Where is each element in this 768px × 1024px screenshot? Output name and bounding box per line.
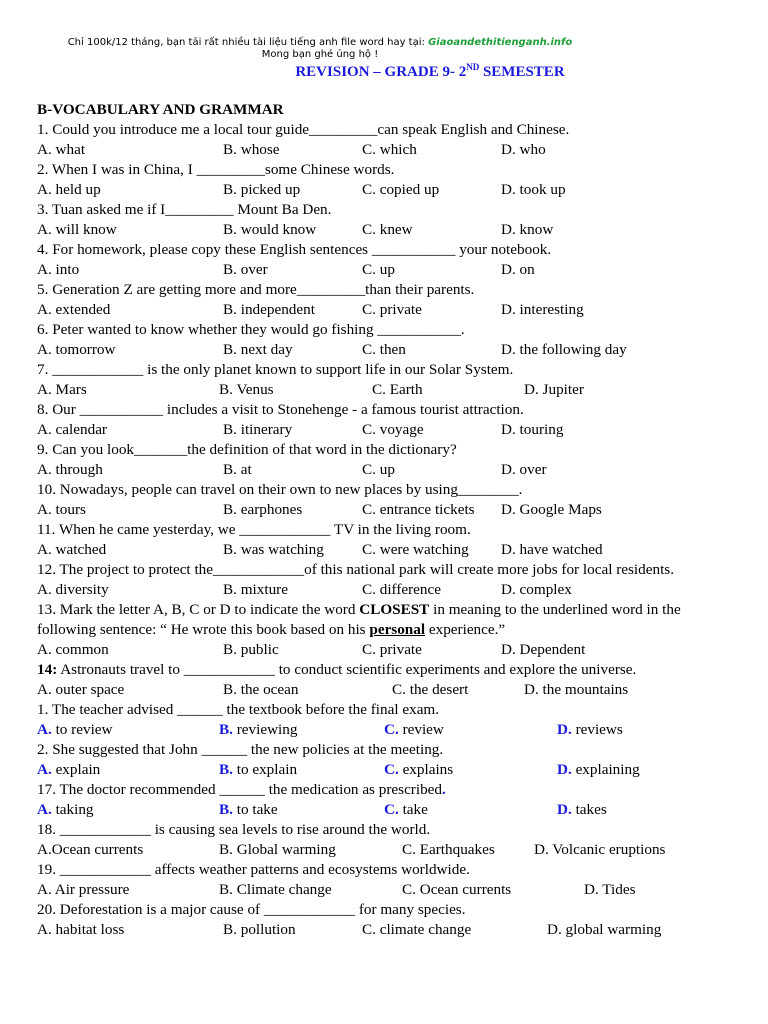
- question-18: 18. ____________ is causing sea levels to rise around the world.: [37, 821, 431, 838]
- options-5: [37, 300, 737, 320]
- option-b: [219, 800, 278, 820]
- option-a: A. outer space: [37, 681, 125, 698]
- option-a: A. what: [37, 141, 86, 158]
- options-17: [37, 800, 737, 820]
- option-c: C. private: [362, 301, 422, 318]
- page-title: [0, 62, 768, 81]
- option-a: A. through: [37, 461, 103, 478]
- q14-number: 14:: [37, 661, 58, 678]
- option-letter: A.: [37, 801, 52, 818]
- option-c: C. which: [362, 141, 417, 158]
- options-2: [37, 180, 737, 200]
- options-19: [37, 880, 737, 900]
- option-b: B. Global warming: [219, 841, 336, 858]
- option-text: reviewing: [232, 721, 298, 738]
- option-a: A. extended: [37, 301, 111, 318]
- option-c: C. copied up: [362, 181, 440, 198]
- question-3: 3. Tuan asked me if I_________ Mount Ba Den.: [37, 201, 332, 218]
- option-text: to explain: [232, 761, 298, 778]
- promo-line-1: [0, 37, 640, 49]
- promo-site-link[interactable]: Giaoandethitienganh.info: [428, 37, 573, 48]
- option-b: B. public: [223, 641, 279, 658]
- q13-underlined-word: personal: [369, 621, 426, 638]
- options-15: [37, 720, 737, 740]
- option-a: A. diversity: [37, 581, 109, 598]
- option-letter: D.: [557, 801, 572, 818]
- option-text: taking: [51, 801, 94, 818]
- option-d: D. Volcanic eruptions: [534, 841, 666, 858]
- options-16: [37, 760, 737, 780]
- option-c: C. the desert: [392, 681, 469, 698]
- option-a: [37, 760, 100, 780]
- option-a: A. habitat loss: [37, 921, 125, 938]
- option-c: [384, 760, 453, 780]
- option-text: explaining: [571, 761, 640, 778]
- option-c: [384, 720, 444, 740]
- option-c: C. then: [362, 341, 406, 358]
- question-9: 9. Can you look_______the definition of that word in the dictionary?: [37, 441, 457, 458]
- options-12: [37, 580, 737, 600]
- option-d: D. Dependent: [501, 641, 586, 658]
- question-17: [37, 780, 737, 800]
- option-b: [219, 720, 297, 740]
- option-c: C. Earthquakes: [402, 841, 495, 858]
- question-16: 2. She suggested that John ______ the new policies at the meeting.: [37, 741, 444, 758]
- option-a: [37, 800, 94, 820]
- question-13: [37, 600, 737, 640]
- question-14: [37, 660, 737, 680]
- question-2: 2. When I was in China, I _________some Chinese words.: [37, 161, 395, 178]
- option-b: B. earphones: [223, 501, 303, 518]
- option-b: B. was watching: [223, 541, 324, 558]
- option-c: C. private: [362, 641, 422, 658]
- question-6: 6. Peter wanted to know whether they would go fishing ___________.: [37, 321, 465, 338]
- option-a: A. Air pressure: [37, 881, 130, 898]
- question-7: 7. ____________ is the only planet known to support life in our Solar System.: [37, 361, 514, 378]
- option-c: C. knew: [362, 221, 413, 238]
- option-letter: B.: [219, 721, 233, 738]
- option-d: D. Jupiter: [524, 381, 584, 398]
- option-a: A. tours: [37, 501, 86, 518]
- option-letter: D.: [557, 721, 572, 738]
- option-letter: D.: [557, 761, 572, 778]
- options-3: [37, 220, 737, 240]
- option-letter: C.: [384, 721, 399, 738]
- option-a: A.Ocean currents: [37, 841, 144, 858]
- q17-period: .: [442, 781, 446, 798]
- option-d: D. the mountains: [524, 681, 629, 698]
- worksheet-content: [37, 100, 737, 940]
- options-10: [37, 500, 737, 520]
- option-text: reviews: [571, 721, 623, 738]
- option-d: D. know: [501, 221, 554, 238]
- option-text: explain: [51, 761, 101, 778]
- title-superscript: ND: [466, 62, 480, 72]
- option-text: take: [398, 801, 428, 818]
- option-c: C. climate change: [362, 921, 472, 938]
- option-a: A. calendar: [37, 421, 107, 438]
- option-c: C. Ocean currents: [402, 881, 512, 898]
- option-d: [557, 800, 607, 820]
- option-d: D. the following day: [501, 341, 627, 358]
- option-a: A. Mars: [37, 381, 87, 398]
- option-b: B. mixture: [223, 581, 288, 598]
- option-letter: B.: [219, 761, 233, 778]
- q14-text: Astronauts travel to ____________ to conduct scientific experiments and explore the universe.: [57, 661, 637, 678]
- q13-text-1: 13. Mark the letter A, B, C or D to indicate the word: [37, 601, 360, 618]
- option-d: [557, 760, 640, 780]
- option-c: C. voyage: [362, 421, 424, 438]
- option-b: B. the ocean: [223, 681, 299, 698]
- options-13: [37, 640, 737, 660]
- option-a: A. watched: [37, 541, 107, 558]
- options-14: [37, 680, 737, 700]
- option-d: D. complex: [501, 581, 572, 598]
- option-letter: A.: [37, 761, 52, 778]
- option-b: B. next day: [223, 341, 293, 358]
- option-text: to review: [51, 721, 113, 738]
- option-d: D. who: [501, 141, 546, 158]
- option-d: D. took up: [501, 181, 566, 198]
- option-b: B. Climate change: [219, 881, 332, 898]
- option-d: D. Tides: [584, 881, 636, 898]
- options-1: [37, 140, 737, 160]
- options-6: [37, 340, 737, 360]
- option-b: B. whose: [223, 141, 280, 158]
- option-a: A. held up: [37, 181, 101, 198]
- promo-text: Chỉ 100k/12 tháng, bạn tải rất nhiều tài liệu tiếng anh file word hay tại:: [67, 37, 429, 48]
- options-20: [37, 920, 737, 940]
- q13-text-2: in meaning to the underlined word in the following sentence: “ He wrote this book based on his: [37, 601, 681, 638]
- option-d: D. touring: [501, 421, 564, 438]
- title-rest: SEMESTER: [479, 64, 565, 80]
- option-a: [37, 720, 113, 740]
- options-9: [37, 460, 737, 480]
- question-19: 19. ____________ affects weather patterns and ecosystems worldwide.: [37, 861, 470, 878]
- question-11: 11. When he came yesterday, we ____________ TV in the living room.: [37, 521, 471, 538]
- option-c: C. Earth: [372, 381, 423, 398]
- title-main: REVISION – GRADE 9- 2: [295, 64, 467, 80]
- question-1: 1. Could you introduce me a local tour guide_________can speak English and Chinese.: [37, 121, 570, 138]
- option-c: C. were watching: [362, 541, 469, 558]
- option-b: B. independent: [223, 301, 315, 318]
- option-d: D. interesting: [501, 301, 584, 318]
- question-20: 20. Deforestation is a major cause of ____________ for many species.: [37, 901, 466, 918]
- q13-keyword: CLOSEST: [359, 601, 430, 618]
- promo-banner: [0, 37, 640, 61]
- promo-line-2: Mong bạn ghé ủng hộ !: [261, 49, 379, 60]
- option-c: C. up: [362, 461, 395, 478]
- question-12: 12. The project to protect the____________of this national park will create more jobs for local residents.: [37, 561, 674, 578]
- q17-text: 17. The doctor recommended ______ the medication as prescribed: [37, 781, 443, 798]
- option-letter: C.: [384, 761, 399, 778]
- option-b: B. would know: [223, 221, 317, 238]
- option-a: A. into: [37, 261, 80, 278]
- option-b: B. picked up: [223, 181, 301, 198]
- option-d: [557, 720, 623, 740]
- question-5: 5. Generation Z are getting more and more_________than their parents.: [37, 281, 475, 298]
- option-c: C. entrance tickets: [362, 501, 475, 518]
- option-letter: C.: [384, 801, 399, 818]
- option-d: D. global warming: [547, 921, 662, 938]
- option-text: to take: [232, 801, 278, 818]
- option-b: B. over: [223, 261, 268, 278]
- question-4: 4. For homework, please copy these English sentences ___________ your notebook.: [37, 241, 552, 258]
- option-letter: B.: [219, 801, 233, 818]
- option-c: [384, 800, 428, 820]
- options-11: [37, 540, 737, 560]
- options-18: [37, 840, 737, 860]
- option-c: C. difference: [362, 581, 441, 598]
- options-4: [37, 260, 737, 280]
- option-b: B. itinerary: [223, 421, 293, 438]
- option-a: A. tomorrow: [37, 341, 116, 358]
- option-b: B. at: [223, 461, 252, 478]
- options-7: [37, 380, 737, 400]
- option-b: B. Venus: [219, 381, 274, 398]
- option-text: review: [398, 721, 444, 738]
- options-8: [37, 420, 737, 440]
- option-b: [219, 760, 297, 780]
- question-8: 8. Our ___________ includes a visit to Stonehenge - a famous tourist attraction.: [37, 401, 524, 418]
- option-text: explains: [398, 761, 454, 778]
- option-d: D. Google Maps: [501, 501, 602, 518]
- option-d: D. over: [501, 461, 547, 478]
- option-a: A. will know: [37, 221, 117, 238]
- section-heading: B-VOCABULARY AND GRAMMAR: [37, 101, 284, 118]
- option-text: takes: [571, 801, 607, 818]
- question-10: 10. Nowadays, people can travel on their own to new places by using________.: [37, 481, 523, 498]
- question-15: 1. The teacher advised ______ the textbook before the final exam.: [37, 701, 440, 718]
- option-d: D. have watched: [501, 541, 603, 558]
- option-letter: A.: [37, 721, 52, 738]
- option-d: D. on: [501, 261, 535, 278]
- option-a: A. common: [37, 641, 109, 658]
- option-c: C. up: [362, 261, 395, 278]
- q13-text-3: experience.”: [425, 621, 506, 638]
- option-b: B. pollution: [223, 921, 296, 938]
